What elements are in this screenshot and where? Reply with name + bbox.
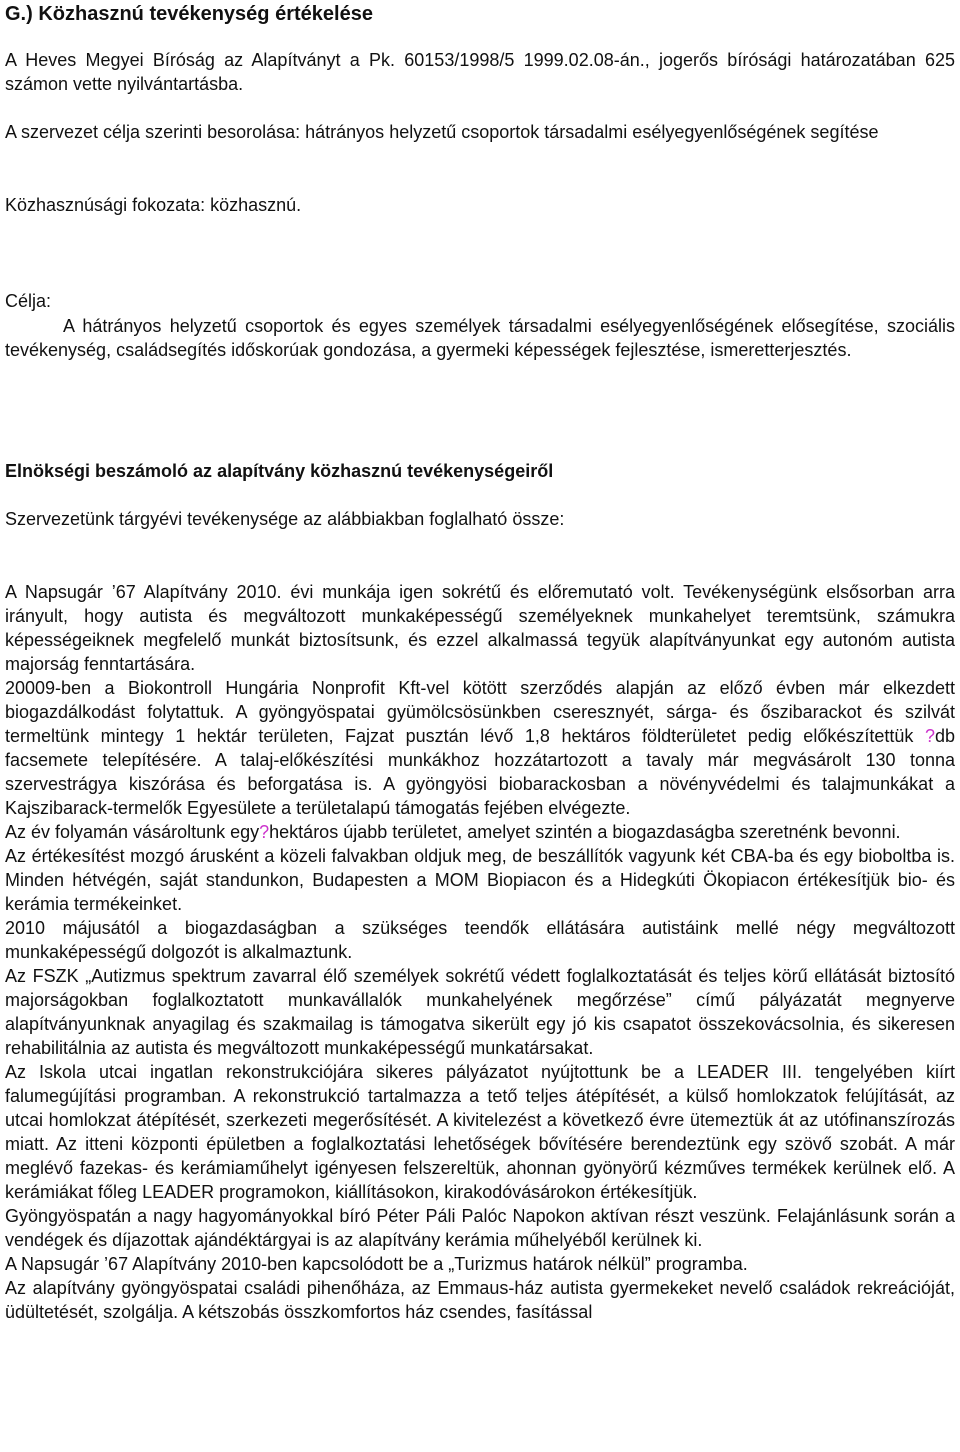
report-paragraph: Gyöngyöspatán a nagy hagyományokkal bíró Péter Páli Palóc Napokon aktívan részt veszünk. Felajánlásunk során a vendégek és díjazottak ajándéktárgyai is az alapítvány kerámia műhelyéből kerülnek ki. xyxy=(5,1206,955,1250)
report-paragraph: Az értékesítést mozgó árusként a közeli falvakban oldjuk meg, de beszállítók vagyunk két CBA-ba és egy bioboltba is. Minden hétvégén, saját standunkon, Budapesten a MOM Biopiacon és a Hidegkúti Ökopiacon értékesítjük bio- és kerámia termékeinket. xyxy=(5,846,955,914)
report-paragraph: Az Iskola utcai ingatlan rekonstrukciójára sikeres pályázatot nyújtottunk be a LEADER III. tengelyében kiírt falumegújítási programban. A rekonstrukció tartalmazza a tető teljes átépítését, a külső homlokzatok felújítását, az utcai homlokzat átépítését, szerkezeti megerősítését. A kivitelezést a következő évre ütemeztük át az utófinanszírozás miatt. Az itteni központi épületben a foglalkoztatási lehetőségek bővítésére berendeztünk egy szövő szobát. A már meglévő fazekas- és kerámiaműhelyt igényesen felszereltük, ahonnan gyönyörű kézműves termékek kerülnek elő. A kerámiákat főleg LEADER programokon, kiállításokon, kirakodóvásárokon értékesítjük. xyxy=(5,1062,955,1202)
registration-paragraph: A Heves Megyei Bíróság az Alapítványt a Pk. 60153/1998/5 1999.02.08-án., jogerős bírósági határozatában 625 számon vette nyilvántartásba. xyxy=(5,50,955,94)
report-paragraph: 2010 májusától a biogazdaságban a szükséges teendők ellátására autistáink mellé négy megváltozott munkaképességű dolgozót is alkalmaztunk. xyxy=(5,918,955,962)
report-title: Elnökségi beszámoló az alapítvány közhasznú tevékenységeiről xyxy=(5,461,554,481)
report-body xyxy=(5,580,955,1324)
report-paragraph: A Napsugár ’67 Alapítvány 2010-ben kapcsolódott be a „Turizmus határok nélkül” programba. xyxy=(5,1254,748,1274)
section-title: G.) Közhasznú tevékenység értékelése xyxy=(5,3,373,25)
goal-text-content: A hátrányos helyzetű csoportok és egyes személyek társadalmi esélyegyenlőségének elősegítése, szociális tevékenység, családsegítés időskorúak gondozása, a gyermeki képességek fejlesztése, ismeretterjesztés. xyxy=(5,316,955,360)
classification-paragraph: A szervezet célja szerinti besorolása: hátrányos helyzetű csoportok társadalmi esélyegyenlőségének segítése xyxy=(5,122,879,142)
placeholder-mark: ? xyxy=(924,726,935,746)
report-paragraph: 20009-ben a Biokontroll Hungária Nonprofit Kft-vel kötött szerződés alapján az előző évben már elkezdett biogazdálkodást folytattuk. A gyöngyöspatai gyümölcsösünkben cseresznyét, sárga- és őszibarackot és szilvát termeltünk mintegy 1 hektár területen, Fajzat pusztán lévő 1,8 hektáros földterületet pedig előkészítettük ?db facsemete telepítésére. A talaj-előkészítési munkákhoz hozzátartozott a tavaly már megvásárolt 130 tonna szervestrágya kiszórása és beforgatása is. A gyöngyösi biobarackosban a növényvédelmi és talajmunkákat a Kajszibarack-termelők Egyesülete a területalapú támogatás fejében elvégezte. xyxy=(5,678,955,818)
report-paragraph: A Napsugár ’67 Alapítvány 2010. évi munkája igen sokrétű és előremutató volt. Tevékenységünk elsősorban arra irányult, hogy autista és megváltozott munkaképességű személyeknek munkahelyet teremtsünk, számukra képességeiknek megfelelő munkát biztosítsunk, és ezzel alkalmassá tegyük alapítványunkat egy autonóm autista majorság fenntartására. xyxy=(5,582,955,674)
report-paragraph: Az FSZK „Autizmus spektrum zavarral élő személyek sokrétű védett foglalkoztatását és teljes körű ellátását biztosító majorságokban foglalkoztatott munkavállalók munkahelyének megőrzése” című pályázatát megnyerve alapítványunknak anyagilag és szakmailag is támogatva sikerült egy jó kis csapatot összekovácsolnia, és sikeresen rehabilitálnia az autista és megváltozott munkaképességű munkatársakat. xyxy=(5,966,955,1058)
report-paragraph: Az alapítvány gyöngyöspatai családi pihenőháza, az Emmaus-ház autista gyermekeket nevelő családok rekreációját, üdültetését, szolgálja. A kétszobás összkomfortos ház csendes, fasítással xyxy=(5,1278,955,1322)
placeholder-mark: ? xyxy=(259,822,270,842)
report-intro: Szervezetünk tárgyévi tevékenysége az alábbiakban foglalható össze: xyxy=(5,509,565,529)
goal-text xyxy=(5,315,955,362)
report-paragraph: Az év folyamán vásároltunk egy?hektáros újabb területet, amelyet szintén a biogazdaságba szeretnénk bevonni. xyxy=(5,822,901,842)
public-benefit-level: Közhasznúsági fokozata: közhasznú. xyxy=(5,195,302,215)
goal-label: Célja: xyxy=(5,291,52,311)
